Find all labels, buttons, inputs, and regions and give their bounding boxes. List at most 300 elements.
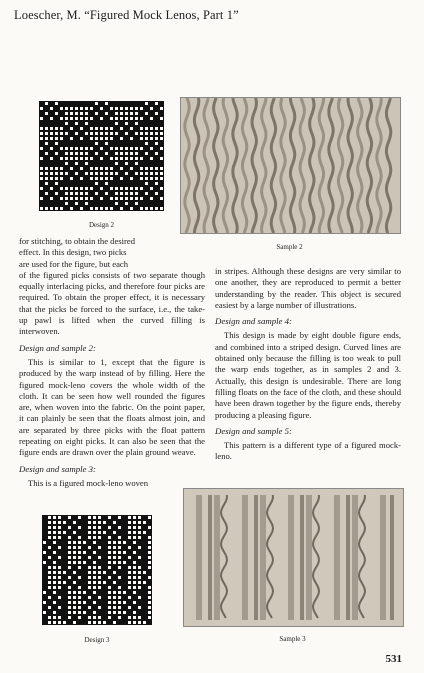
grid-cell bbox=[145, 132, 148, 135]
grid-cell bbox=[95, 142, 98, 145]
grid-cell bbox=[130, 152, 133, 155]
fabric-stripe bbox=[196, 495, 202, 620]
grid-cell bbox=[93, 526, 96, 529]
grid-cell bbox=[78, 611, 81, 614]
grid-cell bbox=[140, 207, 143, 210]
grid-cell bbox=[58, 571, 61, 574]
grid-cell bbox=[138, 531, 141, 534]
grid-cell bbox=[105, 152, 108, 155]
grid-cell bbox=[140, 187, 143, 190]
grid-cell bbox=[110, 167, 113, 170]
grid-cell bbox=[160, 137, 163, 140]
grid-cell bbox=[100, 107, 103, 110]
grid-cell bbox=[60, 177, 63, 180]
grid-cell bbox=[108, 591, 111, 594]
grid-cell bbox=[58, 556, 61, 559]
grid-cell bbox=[118, 541, 121, 544]
fabric-stripe bbox=[208, 495, 212, 620]
grid-cell bbox=[130, 187, 133, 190]
grid-cell bbox=[110, 207, 113, 210]
grid-cell bbox=[133, 581, 136, 584]
grid-cell bbox=[48, 576, 51, 579]
grid-cell bbox=[45, 192, 48, 195]
grid-cell bbox=[50, 127, 53, 130]
grid-cell bbox=[50, 132, 53, 135]
grid-cell bbox=[70, 157, 73, 160]
grid-cell bbox=[135, 172, 138, 175]
grid-cell bbox=[88, 516, 91, 519]
grid-cell bbox=[73, 611, 76, 614]
grid-cell bbox=[160, 147, 163, 150]
grid-cell bbox=[45, 207, 48, 210]
grid-cell bbox=[133, 586, 136, 589]
grid-cell bbox=[160, 157, 163, 160]
grid-cell bbox=[138, 516, 141, 519]
grid-cell bbox=[60, 197, 63, 200]
grid-cell bbox=[140, 117, 143, 120]
grid-cell bbox=[108, 566, 111, 569]
grid-cell bbox=[110, 172, 113, 175]
grid-cell bbox=[160, 207, 163, 210]
grid-cell bbox=[103, 571, 106, 574]
grid-cell bbox=[120, 192, 123, 195]
grid-cell bbox=[78, 586, 81, 589]
grid-cell bbox=[53, 576, 56, 579]
grid-cell bbox=[48, 536, 51, 539]
grid-cell bbox=[135, 132, 138, 135]
grid-cell bbox=[40, 107, 43, 110]
grid-cell bbox=[58, 531, 61, 534]
grid-cell bbox=[40, 137, 43, 140]
fabric-stripe bbox=[306, 495, 312, 620]
grid-cell bbox=[120, 137, 123, 140]
grid-cell bbox=[83, 541, 86, 544]
grid-cell bbox=[140, 107, 143, 110]
grid-cell bbox=[78, 576, 81, 579]
grid-cell bbox=[118, 616, 121, 619]
grid-cell bbox=[118, 576, 121, 579]
paragraph-design-5: This pattern is a different type of a figured mock-leno. bbox=[215, 440, 401, 462]
grid-cell bbox=[138, 576, 141, 579]
grid-cell bbox=[135, 152, 138, 155]
grid-cell bbox=[130, 157, 133, 160]
grid-cell bbox=[40, 127, 43, 130]
paragraph-design-2: This is similar to 1, except that the figure is produced by the warp instead of by filling. Here the figured mock-leno covers the whole width of the cloth. It can be seen how well rounded the figures are, when woven into the fabric. On the point paper, it can plainly be seen that the floats almost join, and are separated by three picks with the float pattern repeating on eight picks. It can also be seen that the figure ends are drawn over the plain ground weave. bbox=[19, 356, 205, 458]
grid-cell bbox=[88, 546, 91, 549]
grid-cell bbox=[138, 581, 141, 584]
grid-cell bbox=[90, 127, 93, 130]
grid-cell bbox=[93, 571, 96, 574]
grid-cell bbox=[53, 601, 56, 604]
grid-cell bbox=[125, 162, 128, 165]
fabric-stripe bbox=[352, 495, 358, 620]
grid-cell bbox=[115, 172, 118, 175]
grid-cell bbox=[63, 571, 66, 574]
grid-cell bbox=[105, 142, 108, 145]
sample-3-photo bbox=[183, 488, 404, 627]
grid-cell bbox=[68, 516, 71, 519]
grid-cell bbox=[70, 197, 73, 200]
grid-cell bbox=[78, 616, 81, 619]
grid-cell bbox=[58, 516, 61, 519]
grid-cell bbox=[105, 177, 108, 180]
grid-cell bbox=[118, 611, 121, 614]
grid-cell bbox=[45, 137, 48, 140]
grid-cell bbox=[118, 516, 121, 519]
grid-cell bbox=[55, 142, 58, 145]
grid-cell bbox=[98, 586, 101, 589]
design-3-caption: Design 3 bbox=[84, 636, 110, 644]
intro-line: effect. In this design, two picks bbox=[19, 247, 127, 258]
grid-cell bbox=[93, 541, 96, 544]
grid-cell bbox=[55, 172, 58, 175]
grid-cell bbox=[43, 541, 46, 544]
grid-cell bbox=[88, 531, 91, 534]
grid-cell bbox=[80, 197, 83, 200]
grid-cell bbox=[130, 147, 133, 150]
grid-cell bbox=[88, 596, 91, 599]
grid-cell bbox=[125, 187, 128, 190]
grid-cell bbox=[75, 112, 78, 115]
grid-cell bbox=[60, 157, 63, 160]
grid-cell bbox=[130, 112, 133, 115]
design-3-point-paper bbox=[42, 515, 152, 625]
grid-cell bbox=[128, 586, 131, 589]
grid-cell bbox=[98, 571, 101, 574]
heading-design-4: Design and sample 4: bbox=[215, 316, 292, 327]
grid-cell bbox=[55, 177, 58, 180]
sample-2-photo bbox=[180, 97, 401, 234]
grid-cell bbox=[108, 551, 111, 554]
grid-cell bbox=[40, 147, 43, 150]
grid-cell bbox=[90, 107, 93, 110]
grid-cell bbox=[113, 571, 116, 574]
grid-cell bbox=[128, 516, 131, 519]
grid-cell bbox=[70, 137, 73, 140]
grid-cell bbox=[63, 521, 66, 524]
grid-cell bbox=[135, 157, 138, 160]
grid-cell bbox=[50, 187, 53, 190]
grid-cell bbox=[148, 546, 151, 549]
grid-cell bbox=[55, 132, 58, 135]
grid-cell bbox=[155, 142, 158, 145]
grid-cell bbox=[148, 536, 151, 539]
grid-cell bbox=[45, 112, 48, 115]
grid-cell bbox=[85, 147, 88, 150]
grid-cell bbox=[73, 551, 76, 554]
grid-cell bbox=[80, 187, 83, 190]
grid-cell bbox=[145, 207, 148, 210]
grid-cell bbox=[148, 601, 151, 604]
grid-cell bbox=[138, 621, 141, 624]
grid-cell bbox=[148, 556, 151, 559]
grid-cell bbox=[73, 531, 76, 534]
heading-design-2: Design and sample 2: bbox=[19, 342, 96, 353]
grid-cell bbox=[118, 551, 121, 554]
grid-cell bbox=[95, 167, 98, 170]
grid-cell bbox=[65, 122, 68, 125]
grid-cell bbox=[130, 127, 133, 130]
grid-cell bbox=[70, 177, 73, 180]
intro-paragraph: of the figured picks consists of two separate though equally interlacing picks, and therefore four picks are required. To obtain the proper effect, it is necessary that the picks be forced to the surface, i.e., the take-up pawl is lifted when the curved filling is interwoven. bbox=[19, 269, 205, 337]
grid-cell bbox=[90, 147, 93, 150]
grid-cell bbox=[135, 122, 138, 125]
grid-cell bbox=[85, 152, 88, 155]
grid-cell bbox=[155, 207, 158, 210]
grid-cell bbox=[105, 172, 108, 175]
grid-cell bbox=[75, 172, 78, 175]
grid-cell bbox=[93, 591, 96, 594]
grid-cell bbox=[70, 167, 73, 170]
grid-cell bbox=[45, 182, 48, 185]
grid-cell bbox=[100, 197, 103, 200]
grid-cell bbox=[60, 117, 63, 120]
grid-cell bbox=[80, 192, 83, 195]
grid-cell bbox=[128, 606, 131, 609]
grid-cell bbox=[105, 102, 108, 105]
grid-cell bbox=[48, 621, 51, 624]
grid-cell bbox=[60, 107, 63, 110]
grid-cell bbox=[88, 621, 91, 624]
grid-cell bbox=[70, 117, 73, 120]
grid-cell bbox=[130, 192, 133, 195]
grid-cell bbox=[60, 147, 63, 150]
grid-cell bbox=[80, 112, 83, 115]
grid-cell bbox=[148, 576, 151, 579]
grid-cell bbox=[113, 541, 116, 544]
grid-cell bbox=[68, 596, 71, 599]
grid-cell bbox=[68, 606, 71, 609]
grid-cell bbox=[88, 521, 91, 524]
grid-cell bbox=[58, 581, 61, 584]
grid-cell bbox=[40, 172, 43, 175]
grid-cell bbox=[135, 187, 138, 190]
grid-cell bbox=[138, 616, 141, 619]
grid-cell bbox=[98, 521, 101, 524]
grid-cell bbox=[68, 541, 71, 544]
grid-cell bbox=[133, 576, 136, 579]
grid-cell bbox=[78, 546, 81, 549]
grid-cell bbox=[48, 571, 51, 574]
grid-cell bbox=[100, 172, 103, 175]
fabric-stripe bbox=[346, 495, 350, 620]
grid-cell bbox=[98, 526, 101, 529]
grid-cell bbox=[70, 152, 73, 155]
grid-cell bbox=[115, 152, 118, 155]
grid-cell bbox=[118, 536, 121, 539]
grid-cell bbox=[48, 596, 51, 599]
grid-cell bbox=[125, 132, 128, 135]
grid-cell bbox=[85, 192, 88, 195]
grid-cell bbox=[110, 197, 113, 200]
grid-cell bbox=[53, 536, 56, 539]
grid-cell bbox=[73, 581, 76, 584]
grid-cell bbox=[98, 566, 101, 569]
grid-cell bbox=[53, 531, 56, 534]
grid-cell bbox=[120, 117, 123, 120]
grid-cell bbox=[123, 591, 126, 594]
grid-cell bbox=[45, 132, 48, 135]
grid-cell bbox=[70, 147, 73, 150]
fabric-stripe bbox=[334, 495, 340, 620]
grid-cell bbox=[103, 581, 106, 584]
grid-cell bbox=[53, 516, 56, 519]
grid-cell bbox=[105, 207, 108, 210]
grid-cell bbox=[93, 536, 96, 539]
grid-cell bbox=[45, 142, 48, 145]
grid-cell bbox=[60, 167, 63, 170]
grid-cell bbox=[118, 606, 121, 609]
grid-cell bbox=[160, 127, 163, 130]
grid-cell bbox=[155, 102, 158, 105]
grid-cell bbox=[75, 157, 78, 160]
grid-cell bbox=[138, 596, 141, 599]
grid-cell bbox=[160, 197, 163, 200]
grid-cell bbox=[103, 531, 106, 534]
grid-cell bbox=[65, 172, 68, 175]
grid-cell bbox=[78, 556, 81, 559]
grid-cell bbox=[130, 107, 133, 110]
grid-cell bbox=[53, 611, 56, 614]
grid-cell bbox=[55, 182, 58, 185]
grid-cell bbox=[80, 127, 83, 130]
grid-cell bbox=[160, 107, 163, 110]
grid-cell bbox=[48, 521, 51, 524]
grid-cell bbox=[145, 167, 148, 170]
grid-cell bbox=[95, 127, 98, 130]
grid-cell bbox=[108, 556, 111, 559]
grid-cell bbox=[110, 177, 113, 180]
grid-cell bbox=[138, 571, 141, 574]
grid-cell bbox=[125, 157, 128, 160]
grid-cell bbox=[108, 606, 111, 609]
grid-cell bbox=[73, 546, 76, 549]
grid-cell bbox=[65, 132, 68, 135]
grid-cell bbox=[55, 167, 58, 170]
grid-cell bbox=[98, 616, 101, 619]
grid-cell bbox=[68, 576, 71, 579]
grid-cell bbox=[53, 621, 56, 624]
grid-cell bbox=[140, 197, 143, 200]
grid-cell bbox=[98, 621, 101, 624]
grid-cell bbox=[150, 187, 153, 190]
grid-cell bbox=[95, 207, 98, 210]
grid-cell bbox=[50, 137, 53, 140]
grid-cell bbox=[65, 197, 68, 200]
grid-cell bbox=[135, 202, 138, 205]
grid-cell bbox=[105, 182, 108, 185]
grid-cell bbox=[138, 526, 141, 529]
grid-cell bbox=[58, 576, 61, 579]
grid-cell bbox=[145, 152, 148, 155]
grid-cell bbox=[53, 521, 56, 524]
grid-cell bbox=[115, 112, 118, 115]
grid-cell bbox=[115, 147, 118, 150]
grid-cell bbox=[50, 207, 53, 210]
grid-cell bbox=[95, 132, 98, 135]
grid-cell bbox=[103, 521, 106, 524]
grid-cell bbox=[93, 521, 96, 524]
grid-cell bbox=[133, 566, 136, 569]
grid-cell bbox=[128, 521, 131, 524]
grid-cell bbox=[140, 127, 143, 130]
grid-cell bbox=[73, 591, 76, 594]
grid-cell bbox=[73, 606, 76, 609]
grid-cell bbox=[125, 107, 128, 110]
grid-cell bbox=[118, 591, 121, 594]
grid-cell bbox=[113, 531, 116, 534]
grid-cell bbox=[58, 566, 61, 569]
grid-cell bbox=[55, 102, 58, 105]
grid-cell bbox=[115, 117, 118, 120]
grid-cell bbox=[133, 516, 136, 519]
grid-cell bbox=[90, 157, 93, 160]
grid-cell bbox=[58, 521, 61, 524]
grid-cell bbox=[63, 531, 66, 534]
grid-cell bbox=[98, 576, 101, 579]
grid-cell bbox=[155, 192, 158, 195]
grid-cell bbox=[108, 611, 111, 614]
intro-narrow-lines bbox=[19, 236, 171, 270]
grid-cell bbox=[58, 586, 61, 589]
paragraph-design-3: This is a figured mock-leno woven bbox=[28, 477, 149, 488]
grid-cell bbox=[105, 192, 108, 195]
grid-cell bbox=[140, 147, 143, 150]
grid-cell bbox=[133, 601, 136, 604]
grid-cell bbox=[115, 192, 118, 195]
grid-cell bbox=[95, 152, 98, 155]
grid-cell bbox=[148, 616, 151, 619]
grid-cell bbox=[120, 187, 123, 190]
grid-cell bbox=[60, 187, 63, 190]
grid-cell bbox=[115, 157, 118, 160]
grid-cell bbox=[140, 132, 143, 135]
grid-cell bbox=[145, 112, 148, 115]
grid-cell bbox=[65, 112, 68, 115]
grid-cell bbox=[55, 127, 58, 130]
fabric-stripe bbox=[288, 495, 294, 620]
grid-cell bbox=[83, 551, 86, 554]
grid-cell bbox=[143, 521, 146, 524]
grid-cell bbox=[100, 177, 103, 180]
grid-cell bbox=[145, 192, 148, 195]
grid-cell bbox=[88, 566, 91, 569]
grid-cell bbox=[68, 591, 71, 594]
grid-cell bbox=[58, 621, 61, 624]
grid-cell bbox=[140, 157, 143, 160]
grid-cell bbox=[100, 132, 103, 135]
grid-cell bbox=[118, 546, 121, 549]
grid-cell bbox=[93, 616, 96, 619]
grid-cell bbox=[145, 127, 148, 130]
grid-cell bbox=[80, 167, 83, 170]
grid-cell bbox=[93, 561, 96, 564]
grid-cell bbox=[78, 526, 81, 529]
grid-cell bbox=[108, 516, 111, 519]
grid-cell bbox=[145, 102, 148, 105]
grid-cell bbox=[95, 137, 98, 140]
grid-cell bbox=[75, 107, 78, 110]
grid-cell bbox=[118, 556, 121, 559]
grid-cell bbox=[150, 172, 153, 175]
grid-cell bbox=[40, 177, 43, 180]
grid-cell bbox=[58, 546, 61, 549]
page-number: 531 bbox=[385, 653, 402, 665]
grid-cell bbox=[53, 541, 56, 544]
grid-cell bbox=[120, 152, 123, 155]
grid-cell bbox=[148, 516, 151, 519]
grid-cell bbox=[93, 576, 96, 579]
